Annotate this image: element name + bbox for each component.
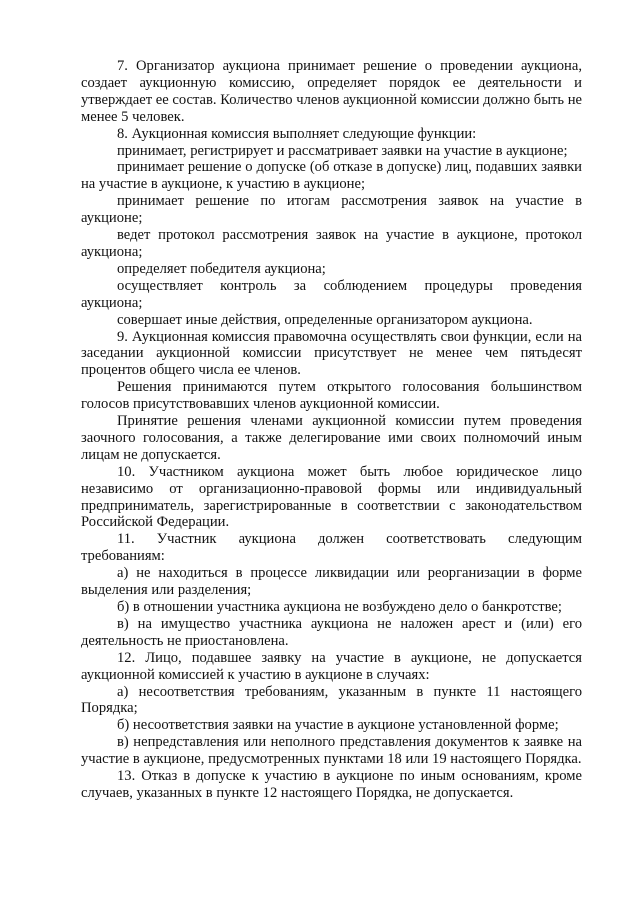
function-protocol: ведет протокол рассмотрения заявок на участие в аукционе, протокол аукциона; bbox=[81, 227, 582, 260]
function-review-decision: принимает решение по итогам рассмотрения заявок на участие в аукционе; bbox=[81, 193, 582, 227]
paragraph-10: 10. Участником аукциона может быть любое юридическое лицо независимо от организационно-правовой формы или индивидуальный предприниматель, зарегистрированные в соответствии с законодательством Российской Федерации. bbox=[81, 463, 582, 531]
requirement-c: в) на имущество участника аукциона не наложен арест и (или) его деятельность не приостановлена. bbox=[81, 615, 582, 649]
paragraph-9: 9. Аукционная комиссия правомочна осуществлять свои функции, если на заседании аукционной комиссии присутствует не менее чем пятьдесят процентов общего числа ее членов. bbox=[81, 328, 582, 379]
paragraph-12: 12. Лицо, подавшее заявку на участие в аукционе, не допускается аукционной комиссией к участию в аукционе в случаях: bbox=[81, 649, 582, 683]
rejection-case-a: а) несоответствия требованиям, указанным в пункте 11 настоящего Порядка; bbox=[81, 683, 582, 717]
paragraph-8-intro: 8. Аукционная комиссия выполняет следующие функции: bbox=[117, 125, 477, 142]
function-register-applications: принимает, регистрирует и рассматривает заявки на участие в аукционе; bbox=[117, 142, 568, 159]
function-control: осуществляет контроль за соблюдением процедуры проведения аукциона; bbox=[81, 277, 582, 311]
function-admission-decision: принимает решение о допуске (об отказе в допуске) лиц, подавших заявки на участие в аукционе, к участию в аукционе; bbox=[81, 159, 582, 193]
rejection-case-c: в) непредставления или неполного представления документов к заявке на участие в аукционе, предусмотренных пунктами 18 или 19 настоящего Порядка. bbox=[81, 734, 582, 768]
rejection-case-b: б) несоответствия заявки на участие в аукционе установленной форме; bbox=[117, 717, 559, 734]
paragraph-9-absentee-voting: Принятие решения членами аукционной комиссии путем проведения заочного голосования, а также делегирование ими своих полномочий иным лицам не допускается. bbox=[81, 413, 582, 463]
function-other-actions: совершает иные действия, определенные организатором аукциона. bbox=[117, 311, 533, 328]
paragraph-11: 11. Участник аукциона должен соответствовать следующим требованиям: bbox=[81, 531, 582, 565]
requirement-a: а) не находиться в процессе ликвидации или реорганизации в форме выделения или разделения; bbox=[81, 565, 582, 599]
paragraph-7: 7. Организатор аукциона принимает решение о проведении аукциона, создает аукционную комиссию, определяет порядок ее деятельности и утверждает ее состав. Количество членов аукционной комиссии должно быть не менее 5 человек. bbox=[81, 58, 582, 125]
paragraph-13: 13. Отказ в допуске к участию в аукционе по иным основаниям, кроме случаев, указанных в пункте 12 настоящего Порядка, не допускается. bbox=[81, 768, 582, 801]
function-determine-winner: определяет победителя аукциона; bbox=[117, 260, 326, 277]
requirement-b: б) в отношении участника аукциона не возбуждено дело о банкротстве; bbox=[117, 599, 562, 615]
paragraph-9-decisions: Решения принимаются путем открытого голосования большинством голосов присутствовавших членов аукционной комиссии. bbox=[81, 379, 582, 413]
